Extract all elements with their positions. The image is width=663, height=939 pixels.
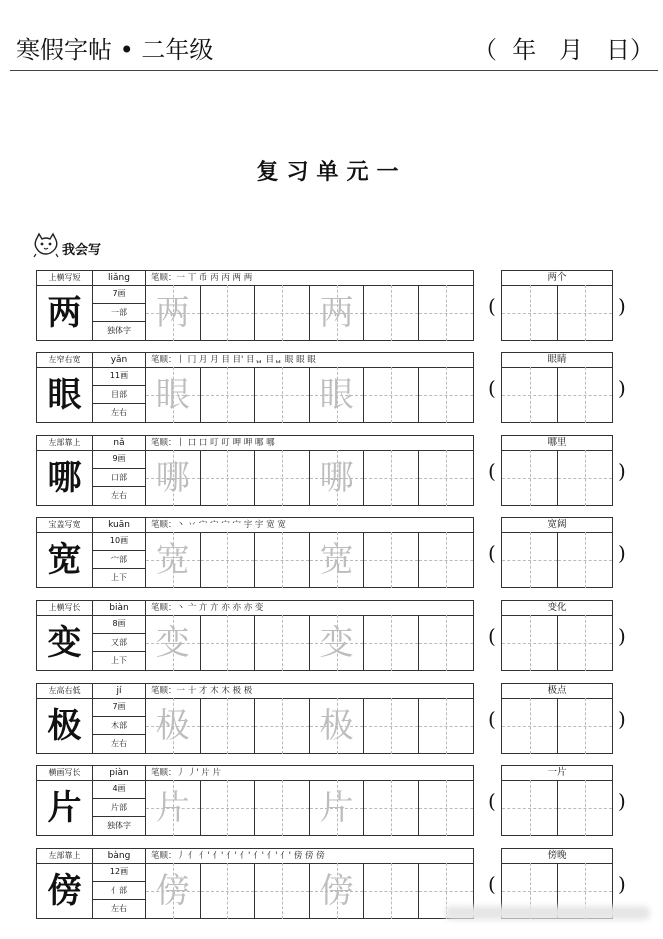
practice-grid bbox=[146, 698, 474, 754]
trace-character: 变 bbox=[155, 623, 190, 663]
practice-cell[interactable] bbox=[419, 450, 474, 506]
word-label: 变化 bbox=[502, 601, 612, 616]
practice-cell[interactable] bbox=[310, 698, 365, 754]
model-character: 片 bbox=[37, 780, 93, 836]
open-paren: ( bbox=[488, 294, 496, 318]
stroke-count: 12画 bbox=[93, 863, 145, 882]
stroke-order: 笔顺：丨 冂 月 月 目 目' 目ᆸ 目ᆸ 眼 眼 眼 bbox=[151, 355, 316, 365]
structure: 左右 bbox=[111, 408, 127, 418]
pinyin: piàn bbox=[93, 766, 146, 780]
stroke-count: 11画 bbox=[93, 367, 145, 386]
practice-cell[interactable] bbox=[255, 367, 310, 423]
word-box bbox=[501, 435, 613, 506]
writing-tip: 横画写长 bbox=[37, 766, 93, 780]
stroke-order: 笔顺：丶 丷 宀 宀 宀 宀 宇 宇 宽 宽 bbox=[151, 520, 286, 530]
practice-cell[interactable] bbox=[364, 698, 419, 754]
word-cell[interactable] bbox=[502, 615, 557, 671]
practice-cell[interactable] bbox=[146, 532, 201, 588]
practice-cell[interactable] bbox=[310, 367, 365, 423]
model-character: 两 bbox=[37, 285, 93, 341]
character-meta bbox=[93, 285, 146, 341]
unit-title: 复习单元一 bbox=[256, 159, 407, 185]
stroke-count: 9画 bbox=[93, 450, 145, 469]
radical: 目部 bbox=[93, 386, 145, 405]
trace-character: 傍 bbox=[155, 871, 190, 911]
practice-row bbox=[36, 683, 663, 756]
page-header bbox=[10, 18, 658, 71]
practice-cell[interactable] bbox=[310, 863, 365, 919]
practice-cell[interactable] bbox=[255, 780, 310, 836]
book-title: 寒假字帖 • 二年级 bbox=[16, 36, 214, 64]
word-label: 两个 bbox=[502, 271, 612, 286]
word-box bbox=[501, 352, 613, 423]
practice-cell[interactable] bbox=[364, 615, 419, 671]
model-character: 极 bbox=[37, 698, 93, 754]
pinyin: kuān bbox=[93, 518, 146, 532]
stroke-order: 笔顺：一 十 才 木 木 极 极 bbox=[151, 686, 253, 696]
stroke-count: 7画 bbox=[93, 285, 145, 304]
practice-cell[interactable] bbox=[310, 532, 365, 588]
open-paren: ( bbox=[488, 872, 496, 896]
practice-cell[interactable] bbox=[419, 532, 474, 588]
practice-grid bbox=[146, 780, 474, 836]
word-cell[interactable] bbox=[502, 532, 557, 588]
watermark-blur bbox=[445, 906, 650, 920]
trace-character: 变 bbox=[319, 623, 354, 663]
practice-grid bbox=[146, 863, 474, 919]
pinyin: bàng bbox=[93, 849, 146, 863]
practice-row bbox=[36, 765, 663, 838]
model-character: 哪 bbox=[37, 450, 93, 506]
structure: 上下 bbox=[111, 656, 127, 666]
practice-row bbox=[36, 270, 663, 343]
practice-cell[interactable] bbox=[146, 615, 201, 671]
writing-tip: 上横写短 bbox=[37, 271, 93, 285]
structure: 独体字 bbox=[107, 821, 131, 831]
pinyin: nǎ bbox=[93, 436, 146, 450]
word-cell[interactable] bbox=[557, 285, 612, 341]
trace-character: 眼 bbox=[155, 375, 190, 415]
character-meta bbox=[93, 780, 146, 836]
pinyin: yǎn bbox=[93, 353, 146, 367]
character-meta bbox=[93, 615, 146, 671]
practice-cell[interactable] bbox=[364, 367, 419, 423]
practice-cell[interactable] bbox=[310, 615, 365, 671]
character-info-box bbox=[36, 683, 474, 754]
practice-cell[interactable] bbox=[419, 698, 474, 754]
character-info-box bbox=[36, 848, 474, 919]
practice-cell[interactable] bbox=[419, 367, 474, 423]
trace-character: 宽 bbox=[319, 540, 354, 580]
trace-character: 哪 bbox=[319, 458, 354, 498]
practice-cell[interactable] bbox=[364, 863, 419, 919]
open-paren: ( bbox=[488, 624, 496, 648]
trace-character: 两 bbox=[319, 293, 354, 333]
practice-grid bbox=[146, 285, 474, 341]
practice-grid bbox=[146, 615, 474, 671]
stroke-order: 笔顺：丨 口 口 叮 叮 呷 呷 哪 哪 bbox=[151, 438, 275, 448]
close-paren: ) bbox=[618, 707, 626, 731]
practice-cell[interactable] bbox=[255, 698, 310, 754]
practice-cell[interactable] bbox=[310, 780, 365, 836]
trace-character: 眼 bbox=[319, 375, 354, 415]
close-paren: ) bbox=[618, 789, 626, 813]
stroke-count: 10画 bbox=[93, 532, 145, 551]
practice-cell[interactable] bbox=[419, 615, 474, 671]
word-cell[interactable] bbox=[557, 450, 612, 506]
radical: 又部 bbox=[93, 634, 145, 653]
structure: 左右 bbox=[111, 739, 127, 749]
word-label: 眼睛 bbox=[502, 353, 612, 368]
radical: 口部 bbox=[93, 469, 145, 488]
radical: 一部 bbox=[93, 304, 145, 323]
model-character: 宽 bbox=[37, 532, 93, 588]
practice-cell[interactable] bbox=[201, 285, 256, 341]
word-label: 哪里 bbox=[502, 436, 612, 451]
word-box bbox=[501, 600, 613, 671]
practice-row bbox=[36, 352, 663, 425]
character-info-box bbox=[36, 600, 474, 671]
trace-character: 极 bbox=[155, 706, 190, 746]
character-info-box bbox=[36, 352, 474, 423]
practice-cell[interactable] bbox=[146, 863, 201, 919]
word-cell[interactable] bbox=[557, 698, 612, 754]
character-info-box bbox=[36, 765, 474, 836]
practice-cell[interactable] bbox=[201, 780, 256, 836]
trace-character: 宽 bbox=[155, 540, 190, 580]
word-box bbox=[501, 765, 613, 836]
cat-mascot-icon bbox=[32, 232, 60, 258]
word-cell[interactable] bbox=[557, 367, 612, 423]
practice-cell[interactable] bbox=[201, 863, 256, 919]
word-label: 傍晚 bbox=[502, 849, 612, 864]
word-box bbox=[501, 270, 613, 341]
writing-tip: 左高右低 bbox=[37, 684, 93, 698]
model-character: 眼 bbox=[37, 367, 93, 423]
practice-row bbox=[36, 435, 663, 508]
practice-cell[interactable] bbox=[255, 285, 310, 341]
practice-cell[interactable] bbox=[146, 285, 201, 341]
practice-cell[interactable] bbox=[364, 285, 419, 341]
practice-grid bbox=[146, 367, 474, 423]
trace-character: 片 bbox=[155, 788, 190, 828]
practice-row bbox=[36, 517, 663, 590]
character-info-box bbox=[36, 517, 474, 588]
practice-cell[interactable] bbox=[201, 698, 256, 754]
character-meta bbox=[93, 367, 146, 423]
word-cell[interactable] bbox=[557, 780, 612, 836]
open-paren: ( bbox=[488, 789, 496, 813]
structure: 左右 bbox=[111, 491, 127, 501]
trace-character: 傍 bbox=[319, 871, 354, 911]
practice-cell[interactable] bbox=[419, 285, 474, 341]
practice-cell[interactable] bbox=[364, 532, 419, 588]
practice-grid bbox=[146, 532, 474, 588]
practice-cell[interactable] bbox=[364, 780, 419, 836]
word-cell[interactable] bbox=[557, 532, 612, 588]
word-cell[interactable] bbox=[502, 450, 557, 506]
open-paren: ( bbox=[488, 459, 496, 483]
character-meta bbox=[93, 698, 146, 754]
character-meta bbox=[93, 863, 146, 919]
word-box bbox=[501, 517, 613, 588]
practice-cell[interactable] bbox=[201, 450, 256, 506]
open-paren: ( bbox=[488, 376, 496, 400]
pinyin: biàn bbox=[93, 601, 146, 615]
open-paren: ( bbox=[488, 541, 496, 565]
trace-character: 片 bbox=[319, 788, 354, 828]
character-info-box bbox=[36, 270, 474, 341]
practice-row bbox=[36, 600, 663, 673]
close-paren: ) bbox=[618, 376, 626, 400]
trace-character: 两 bbox=[155, 293, 190, 333]
close-paren: ) bbox=[618, 459, 626, 483]
radical: 宀部 bbox=[93, 551, 145, 570]
practice-cell[interactable] bbox=[146, 367, 201, 423]
writing-tip: 左窄右宽 bbox=[37, 353, 93, 367]
word-cell[interactable] bbox=[502, 698, 557, 754]
date-fields: （ 年 月 日） bbox=[472, 36, 654, 64]
trace-character: 哪 bbox=[155, 458, 190, 498]
close-paren: ) bbox=[618, 624, 626, 648]
open-paren: ( bbox=[488, 707, 496, 731]
practice-cell[interactable] bbox=[201, 532, 256, 588]
practice-cell[interactable] bbox=[419, 780, 474, 836]
structure: 左右 bbox=[111, 904, 127, 914]
model-character: 傍 bbox=[37, 863, 93, 919]
practice-cell[interactable] bbox=[364, 450, 419, 506]
stroke-count: 8画 bbox=[93, 615, 145, 634]
word-label: 宽阔 bbox=[502, 518, 612, 533]
stroke-order: 笔顺：丶 亠 亣 亣 亦 亦 亦 变 bbox=[151, 603, 264, 613]
word-cell[interactable] bbox=[557, 615, 612, 671]
character-info-box bbox=[36, 435, 474, 506]
character-meta bbox=[93, 532, 146, 588]
pinyin: liǎng bbox=[93, 271, 146, 285]
practice-cell[interactable] bbox=[146, 450, 201, 506]
word-cell[interactable] bbox=[502, 367, 557, 423]
writing-tip: 左部靠上 bbox=[37, 436, 93, 450]
radical: 木部 bbox=[93, 717, 145, 736]
practice-cell[interactable] bbox=[255, 615, 310, 671]
close-paren: ) bbox=[618, 541, 626, 565]
writing-tip: 上横写长 bbox=[37, 601, 93, 615]
model-character: 变 bbox=[37, 615, 93, 671]
practice-cell[interactable] bbox=[201, 615, 256, 671]
practice-cell[interactable] bbox=[255, 532, 310, 588]
structure: 上下 bbox=[111, 573, 127, 583]
stroke-count: 7画 bbox=[93, 698, 145, 717]
stroke-count: 4画 bbox=[93, 780, 145, 799]
pinyin: jí bbox=[93, 684, 146, 698]
trace-character: 极 bbox=[319, 706, 354, 746]
word-cell[interactable] bbox=[502, 780, 557, 836]
practice-cell[interactable] bbox=[201, 367, 256, 423]
practice-grid bbox=[146, 450, 474, 506]
practice-cell[interactable] bbox=[255, 450, 310, 506]
word-box bbox=[501, 683, 613, 754]
practice-cell[interactable] bbox=[310, 285, 365, 341]
writing-tip: 宝盖写宽 bbox=[37, 518, 93, 532]
word-cell[interactable] bbox=[502, 285, 557, 341]
practice-cell[interactable] bbox=[255, 863, 310, 919]
close-paren: ) bbox=[618, 872, 626, 896]
word-label: 极点 bbox=[502, 684, 612, 699]
radical: 片部 bbox=[93, 799, 145, 818]
radical: 亻部 bbox=[93, 882, 145, 901]
writing-tip: 左部靠上 bbox=[37, 849, 93, 863]
stroke-order: 笔顺：一 丅 币 丙 丙 两 两 bbox=[151, 273, 253, 283]
stroke-order: 笔顺：丿 丿' 片 片 bbox=[151, 768, 221, 778]
close-paren: ) bbox=[618, 294, 626, 318]
stroke-order: 笔顺：丿 亻 亻' 亻' 亻' 亻' 亻' 亻' 亻' 傍 傍 傍 bbox=[151, 851, 325, 861]
structure: 独体字 bbox=[107, 326, 131, 336]
practice-cell[interactable] bbox=[146, 780, 201, 836]
character-meta bbox=[93, 450, 146, 506]
word-label: 一片 bbox=[502, 766, 612, 781]
section-label: 我会写 bbox=[62, 243, 102, 258]
practice-cell[interactable] bbox=[310, 450, 365, 506]
practice-cell[interactable] bbox=[146, 698, 201, 754]
